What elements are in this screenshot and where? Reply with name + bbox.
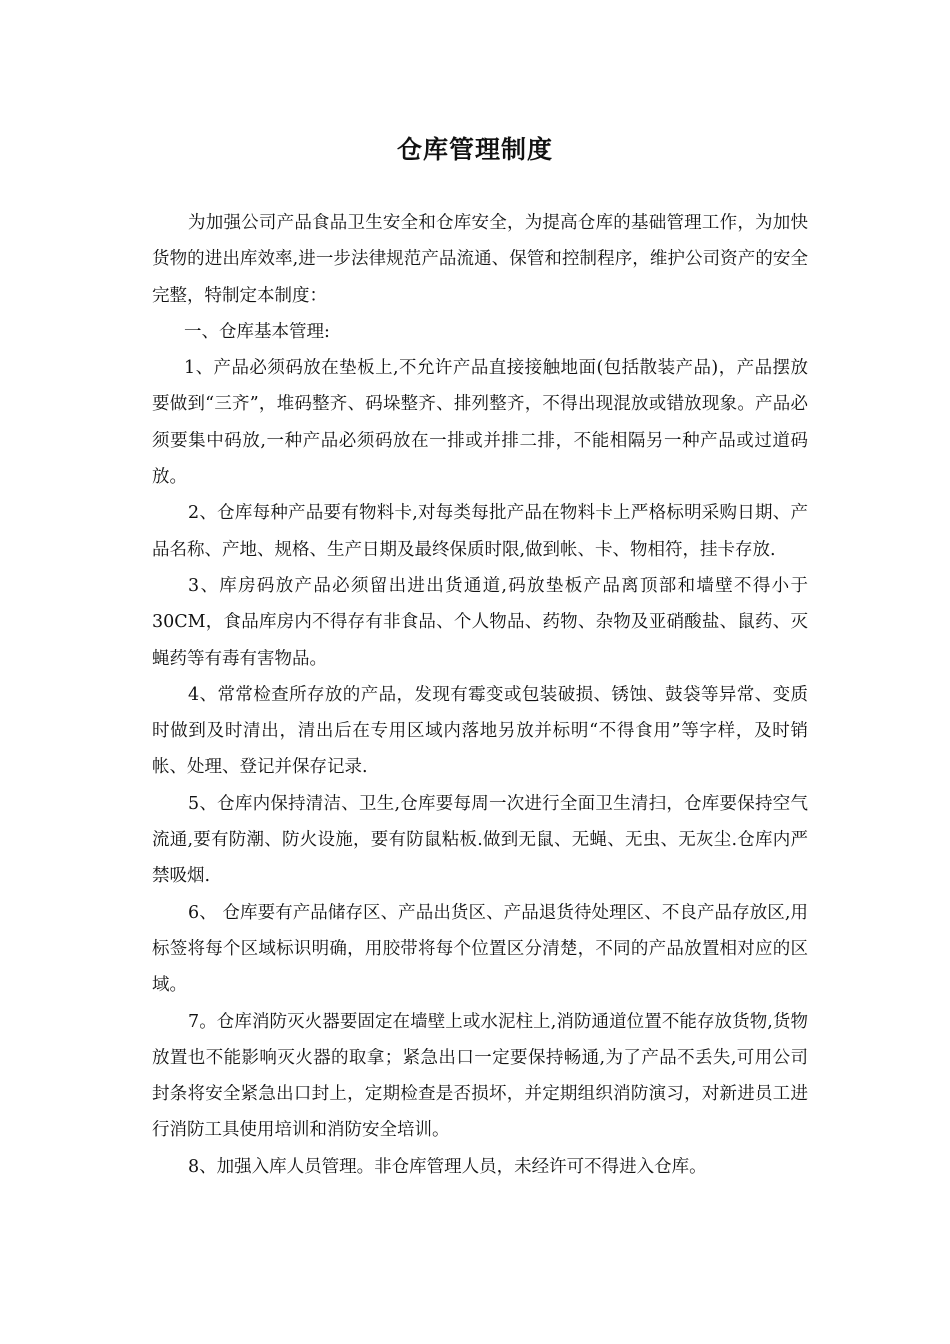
rule-item-5: 5、仓库内保持清洁、卫生,仓库要每周一次进行全面卫生清扫，仓库要保持空气流通,要有防潮、防火设施，要有防鼠粘板.做到无鼠、无蝇、无虫、无灰尘.仓库内严禁吸烟. xyxy=(152,793,808,887)
rule-item-1: 1、产品必须码放在垫板上,不允许产品直接接触地面(包括散装产品)，产品摆放要做到“三齐”，堆码整齐、码垛整齐、排列整齐，不得出现混放或错放现象。产品必须要集中码放,一种产品必须码放在一排或并排二排，不能相隔另一种产品或过道码放。 xyxy=(152,358,808,488)
rule-item-8: 8、加强入库人员管理。非仓库管理人员，未经许可不得进入仓库。 xyxy=(188,1156,707,1177)
document-body xyxy=(152,205,808,1185)
rule-item-6: 6、 仓库要有产品储存区、产品出货区、产品退货待处理区、不良产品存放区,用标签将每个区域标识明确，用胶带将每个位置区分清楚，不同的产品放置相对应的区域。 xyxy=(152,902,808,996)
document-title: 仓库管理制度 xyxy=(396,135,553,164)
rule-item-2: 2、仓库每种产品要有物料卡,对每类每批产品在物料卡上严格标明采购日期、产品名称、产地、规格、生产日期及最终保质时限,做到帐、卡、物相符，挂卡存放. xyxy=(152,503,808,560)
rule-item-4: 4、常常检查所存放的产品，发现有霉变或包装破损、锈蚀、鼓袋等异常、变质时做到及时清出，清出后在专用区域内落地另放并标明“不得食用”等字样，及时销帐、处理、登记并保存记录. xyxy=(152,684,808,778)
rule-item-7: 7。仓库消防灭火器要固定在墙壁上或水泥柱上,消防通道位置不能存放货物,货物放置也不能影响灭火器的取拿；紧急出口一定要保持畅通,为了产品不丢失,可用公司封条将安全紧急出口封上，定期检查是否损坏，并定期组织消防演习，对新进员工进行消防工具使用培训和消防安全培训。 xyxy=(152,1011,808,1141)
section-heading: 一、仓库基本管理: xyxy=(184,321,330,342)
intro-paragraph: 为加强公司产品食品卫生安全和仓库安全，为提高仓库的基础管理工作，为加快货物的进出库效率,进一步法律规范产品流通、保管和控制程序，维护公司资产的安全完整，特制定本制度： xyxy=(152,213,808,306)
rule-item-3: 3、库房码放产品必须留出进出货通道,码放垫板产品离顶部和墙壁不得小于30CM，食品库房内不得存有非食品、个人物品、药物、杂物及亚硝酸盐、鼠药、灭蝇药等有毒有害物品。 xyxy=(152,575,808,669)
